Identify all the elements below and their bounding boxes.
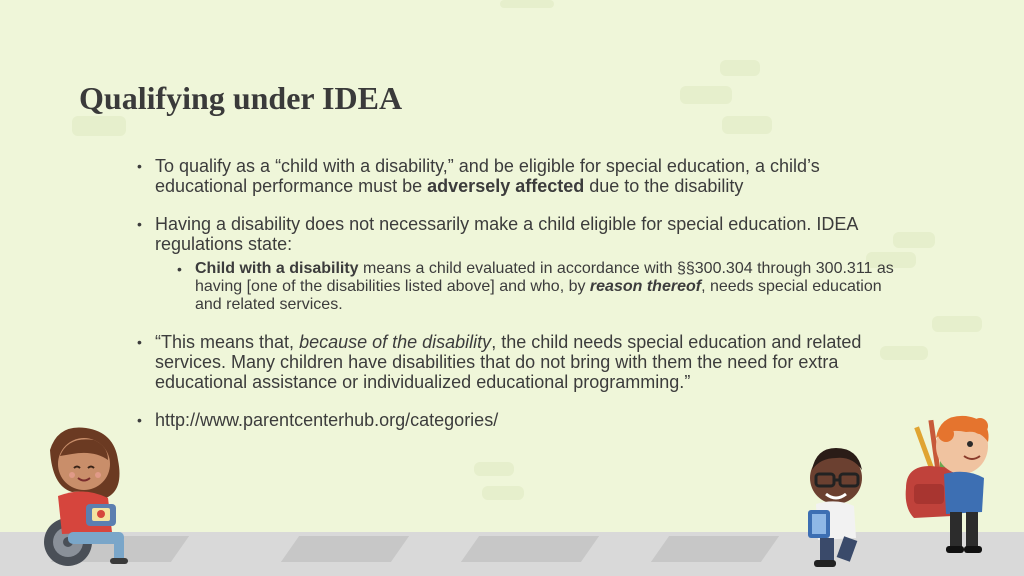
floor-stripe — [281, 536, 409, 562]
floor-stripe — [651, 536, 779, 562]
bullet-item: • To qualify as a “child with a disability,” and be eligible for special education, a child’s educational performance must be adversely affected due to the disability — [137, 156, 820, 196]
bullet-marker: • — [177, 261, 182, 277]
bullet-marker: • — [137, 334, 142, 350]
background-decoration — [474, 462, 514, 476]
background-decoration — [722, 116, 772, 134]
background-decoration — [500, 0, 554, 8]
emphasis-text: reason thereof — [589, 278, 702, 295]
emphasis-text: adversely affected — [427, 176, 585, 196]
girl-in-wheelchair-icon — [28, 420, 138, 570]
background-decoration — [893, 232, 935, 248]
bullet-marker: • — [137, 158, 142, 174]
boy-with-book-icon — [790, 440, 880, 570]
background-decoration — [482, 486, 524, 500]
bullet-item: • Having a disability does not necessarily make a child eligible for special education. IDEA regulations state: • Child with a disability means a child evaluated in accordance with §§300.304 through 300.311 as having [one of the disabilities listed above] and who, by reason thereof, needs special education and related services. — [137, 214, 894, 313]
background-decoration — [720, 60, 760, 76]
sub-bullet-item: • Child with a disability means a child evaluated in accordance with §§300.304 through 300.311 as having [one of the disabilities listed above] and who, by reason thereof, needs special education and related services. — [177, 260, 894, 313]
slide-title: Qualifying under IDEA — [79, 80, 403, 116]
bullet-marker: • — [137, 412, 142, 428]
definition-term: Child with a disability — [195, 260, 359, 277]
background-decoration — [72, 116, 126, 136]
bullet-marker: • — [137, 216, 142, 232]
floor-stripe — [461, 536, 599, 562]
boy-with-backpack-icon — [900, 412, 1010, 562]
background-decoration — [680, 86, 732, 104]
bullet-list — [134, 156, 894, 448]
resource-link[interactable]: http://www.parentcenterhub.org/categories/ — [155, 410, 499, 430]
emphasis-text: because of the disability — [299, 332, 492, 352]
bullet-item: • “This means that, because of the disability, the child needs special education and related services. Many children have disabilities that do not bring with them the need for extra educational assistance or individualized educational programming.” — [137, 332, 862, 392]
background-decoration — [932, 316, 982, 332]
bullet-item — [134, 410, 894, 430]
